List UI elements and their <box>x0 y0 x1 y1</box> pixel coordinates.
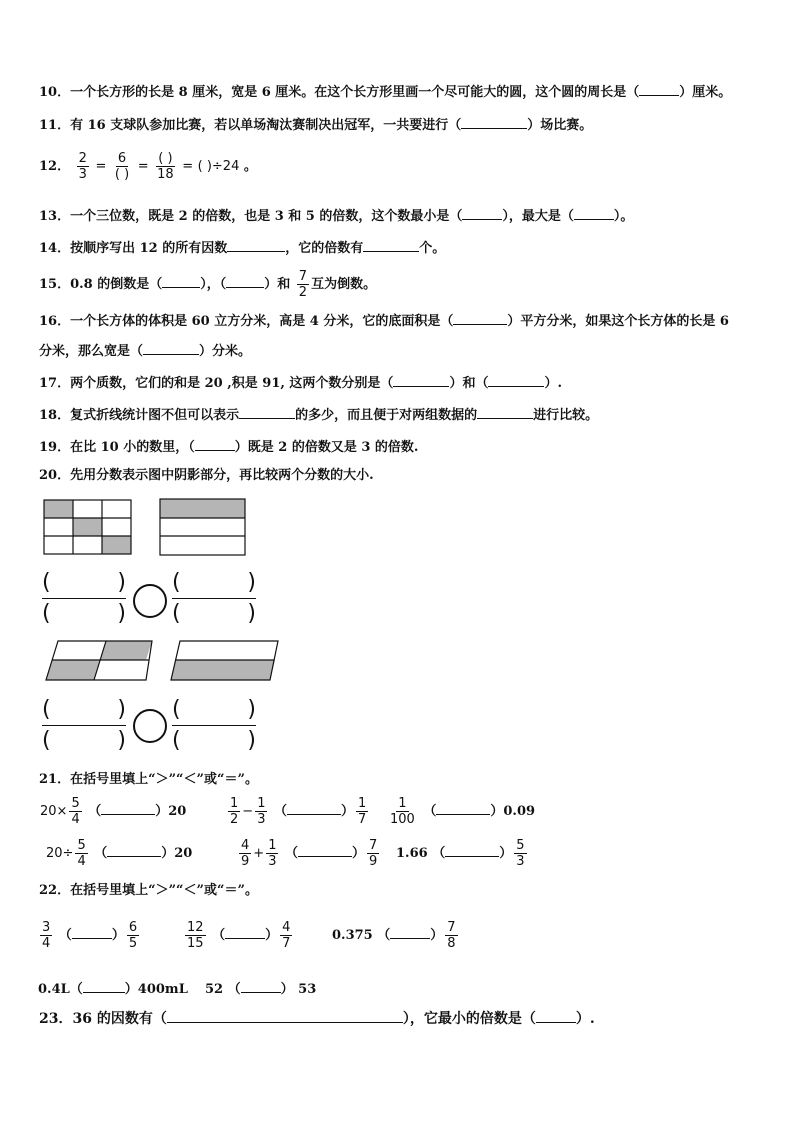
compare-21-3: $\frac{1}{100}$ （ ）0.09 <box>390 796 536 827</box>
comparison-circle[interactable] <box>133 584 167 618</box>
compare-22-1: $\frac{3}{4}$ （ ） $\frac{6}{5}$ <box>42 920 138 951</box>
answer-blank[interactable] <box>462 207 502 220</box>
question-21: 21．在括号里填上“＞”“＜”或“＝”。 <box>39 772 258 787</box>
answer-blank[interactable] <box>287 802 341 815</box>
comparison-circle[interactable] <box>133 709 167 743</box>
answer-blank[interactable] <box>536 1010 576 1023</box>
question-11: 11．有 16 支球队参加比赛，若以单场淘汰赛制决出冠军，一共要进行（ ）场比赛。 <box>39 118 593 133</box>
answer-blank[interactable] <box>363 239 419 252</box>
question-12: 12． $\frac{2}{3}$ = $\frac{6}{( )}$ = $\frac{( )}{18}$ = ( )÷24 。 <box>39 151 257 182</box>
question-18: 18．复式折线统计图不但可以表示 的多少，而且便于对两组数据的 进行比较。 <box>39 408 599 423</box>
fraction-answer-left-2[interactable]: ( ) ( ) <box>42 697 126 753</box>
fraction: $\frac{( )}{18}$ <box>157 151 174 182</box>
answer-blank[interactable] <box>241 980 281 993</box>
question-23: 23．36 的因数有（ ），它最小的倍数是（ ）. <box>39 1011 595 1027</box>
question-16-line-1: 16．一个长方体的体积是 60 立方分米，高是 4 分米，它的底面积是（ ）平方分米，如果这个长方体的长是 6 <box>39 314 729 329</box>
question-14: 14．按顺序写出 12 的所有因数 ，它的倍数有 个。 <box>39 241 446 256</box>
parallelogram-figure-halves <box>170 640 280 682</box>
answer-blank[interactable] <box>393 374 449 387</box>
fraction: $\frac{2}{3}$ <box>78 151 87 182</box>
fraction: $\frac{7}{2}$ <box>298 269 308 300</box>
answer-blank[interactable] <box>477 406 533 419</box>
answer-blank[interactable] <box>298 844 352 857</box>
fraction: $\frac{6}{( )}$ <box>114 151 130 182</box>
compare-21-1: 20× $\frac{5}{4}$ （ ）20 <box>40 796 187 827</box>
question-19: 19．在比 10 小的数里，（ ）既是 2 的倍数又是 3 的倍数. <box>39 440 419 455</box>
answer-blank[interactable] <box>239 406 295 419</box>
answer-blank[interactable] <box>83 980 125 993</box>
strip-figure-3-rows <box>159 498 247 558</box>
answer-blank[interactable] <box>167 1010 403 1023</box>
answer-blank[interactable]: ( ) <box>158 151 173 166</box>
fraction-answer-right-1[interactable]: ( ) ( ) <box>172 570 256 626</box>
answer-blank[interactable] <box>72 926 112 939</box>
answer-blank[interactable]: ( )÷24 <box>197 159 240 174</box>
answer-blank[interactable] <box>574 207 614 220</box>
answer-blank[interactable] <box>639 83 679 96</box>
answer-blank[interactable] <box>143 342 199 355</box>
compare-22-5: 52 （ ） 53 <box>205 982 317 997</box>
compare-21-5: $\frac{4}{9}$ + $\frac{1}{3}$ （ ） $\frac{7}{9}$ <box>241 838 378 869</box>
answer-blank[interactable] <box>195 438 235 451</box>
answer-blank[interactable] <box>225 926 265 939</box>
question-17: 17．两个质数，它们的和是 20 ,积是 91, 这两个数分别是（ ）和（ ）. <box>39 376 562 391</box>
compare-22-4: 0.4L（ ）400mL <box>38 982 188 997</box>
answer-blank[interactable] <box>101 802 155 815</box>
question-15: 15．0.8 的倒数是（ ），（ ）和 $\frac{7}{2}$ 互为倒数。 <box>39 269 377 300</box>
answer-blank[interactable]: ( ) <box>114 167 130 182</box>
compare-21-4: 20÷ $\frac{5}{4}$ （ ）20 <box>46 838 193 869</box>
question-13: 13．一个三位数，既是 2 的倍数，也是 3 和 5 的倍数，这个数最小是（ ），最大是（ ）。 <box>39 209 634 224</box>
answer-blank[interactable] <box>436 802 490 815</box>
answer-blank[interactable] <box>453 312 507 325</box>
question-20: 20．先用分数表示图中阴影部分，再比较两个分数的大小. <box>39 468 374 483</box>
answer-blank[interactable] <box>461 116 527 129</box>
question-22: 22．在括号里填上“＞”“＜”或“＝”。 <box>39 883 258 898</box>
compare-22-3: 0.375 （ ） $\frac{7}{8}$ <box>332 920 456 951</box>
fraction-answer-left-1[interactable]: ( ) ( ) <box>42 570 126 626</box>
parallelogram-figure-2x2 <box>44 640 156 682</box>
compare-21-6: 1.66 （ ） $\frac{5}{3}$ <box>396 838 525 869</box>
answer-blank[interactable] <box>227 239 285 252</box>
question-16-line-2: 分米，那么宽是（ ）分米。 <box>39 344 252 359</box>
answer-blank[interactable] <box>445 844 499 857</box>
compare-22-2: $\frac{12}{15}$ （ ） $\frac{4}{7}$ <box>187 920 291 951</box>
answer-blank[interactable] <box>226 275 264 288</box>
answer-blank[interactable] <box>162 275 200 288</box>
answer-blank[interactable] <box>107 844 161 857</box>
answer-blank[interactable] <box>390 926 430 939</box>
fraction-answer-right-2[interactable]: ( ) ( ) <box>172 697 256 753</box>
question-10: 10．一个长方形的长是 8 厘米，宽是 6 厘米。在这个长方形里画一个尽可能大的圆，这个圆的周长是（ ）厘米。 <box>39 85 732 100</box>
compare-21-2: $\frac{1}{2}$ − $\frac{1}{3}$ （ ） $\frac{1}{7}$ <box>230 796 367 827</box>
grid-figure-3x3 <box>43 499 133 557</box>
answer-blank[interactable] <box>488 374 544 387</box>
